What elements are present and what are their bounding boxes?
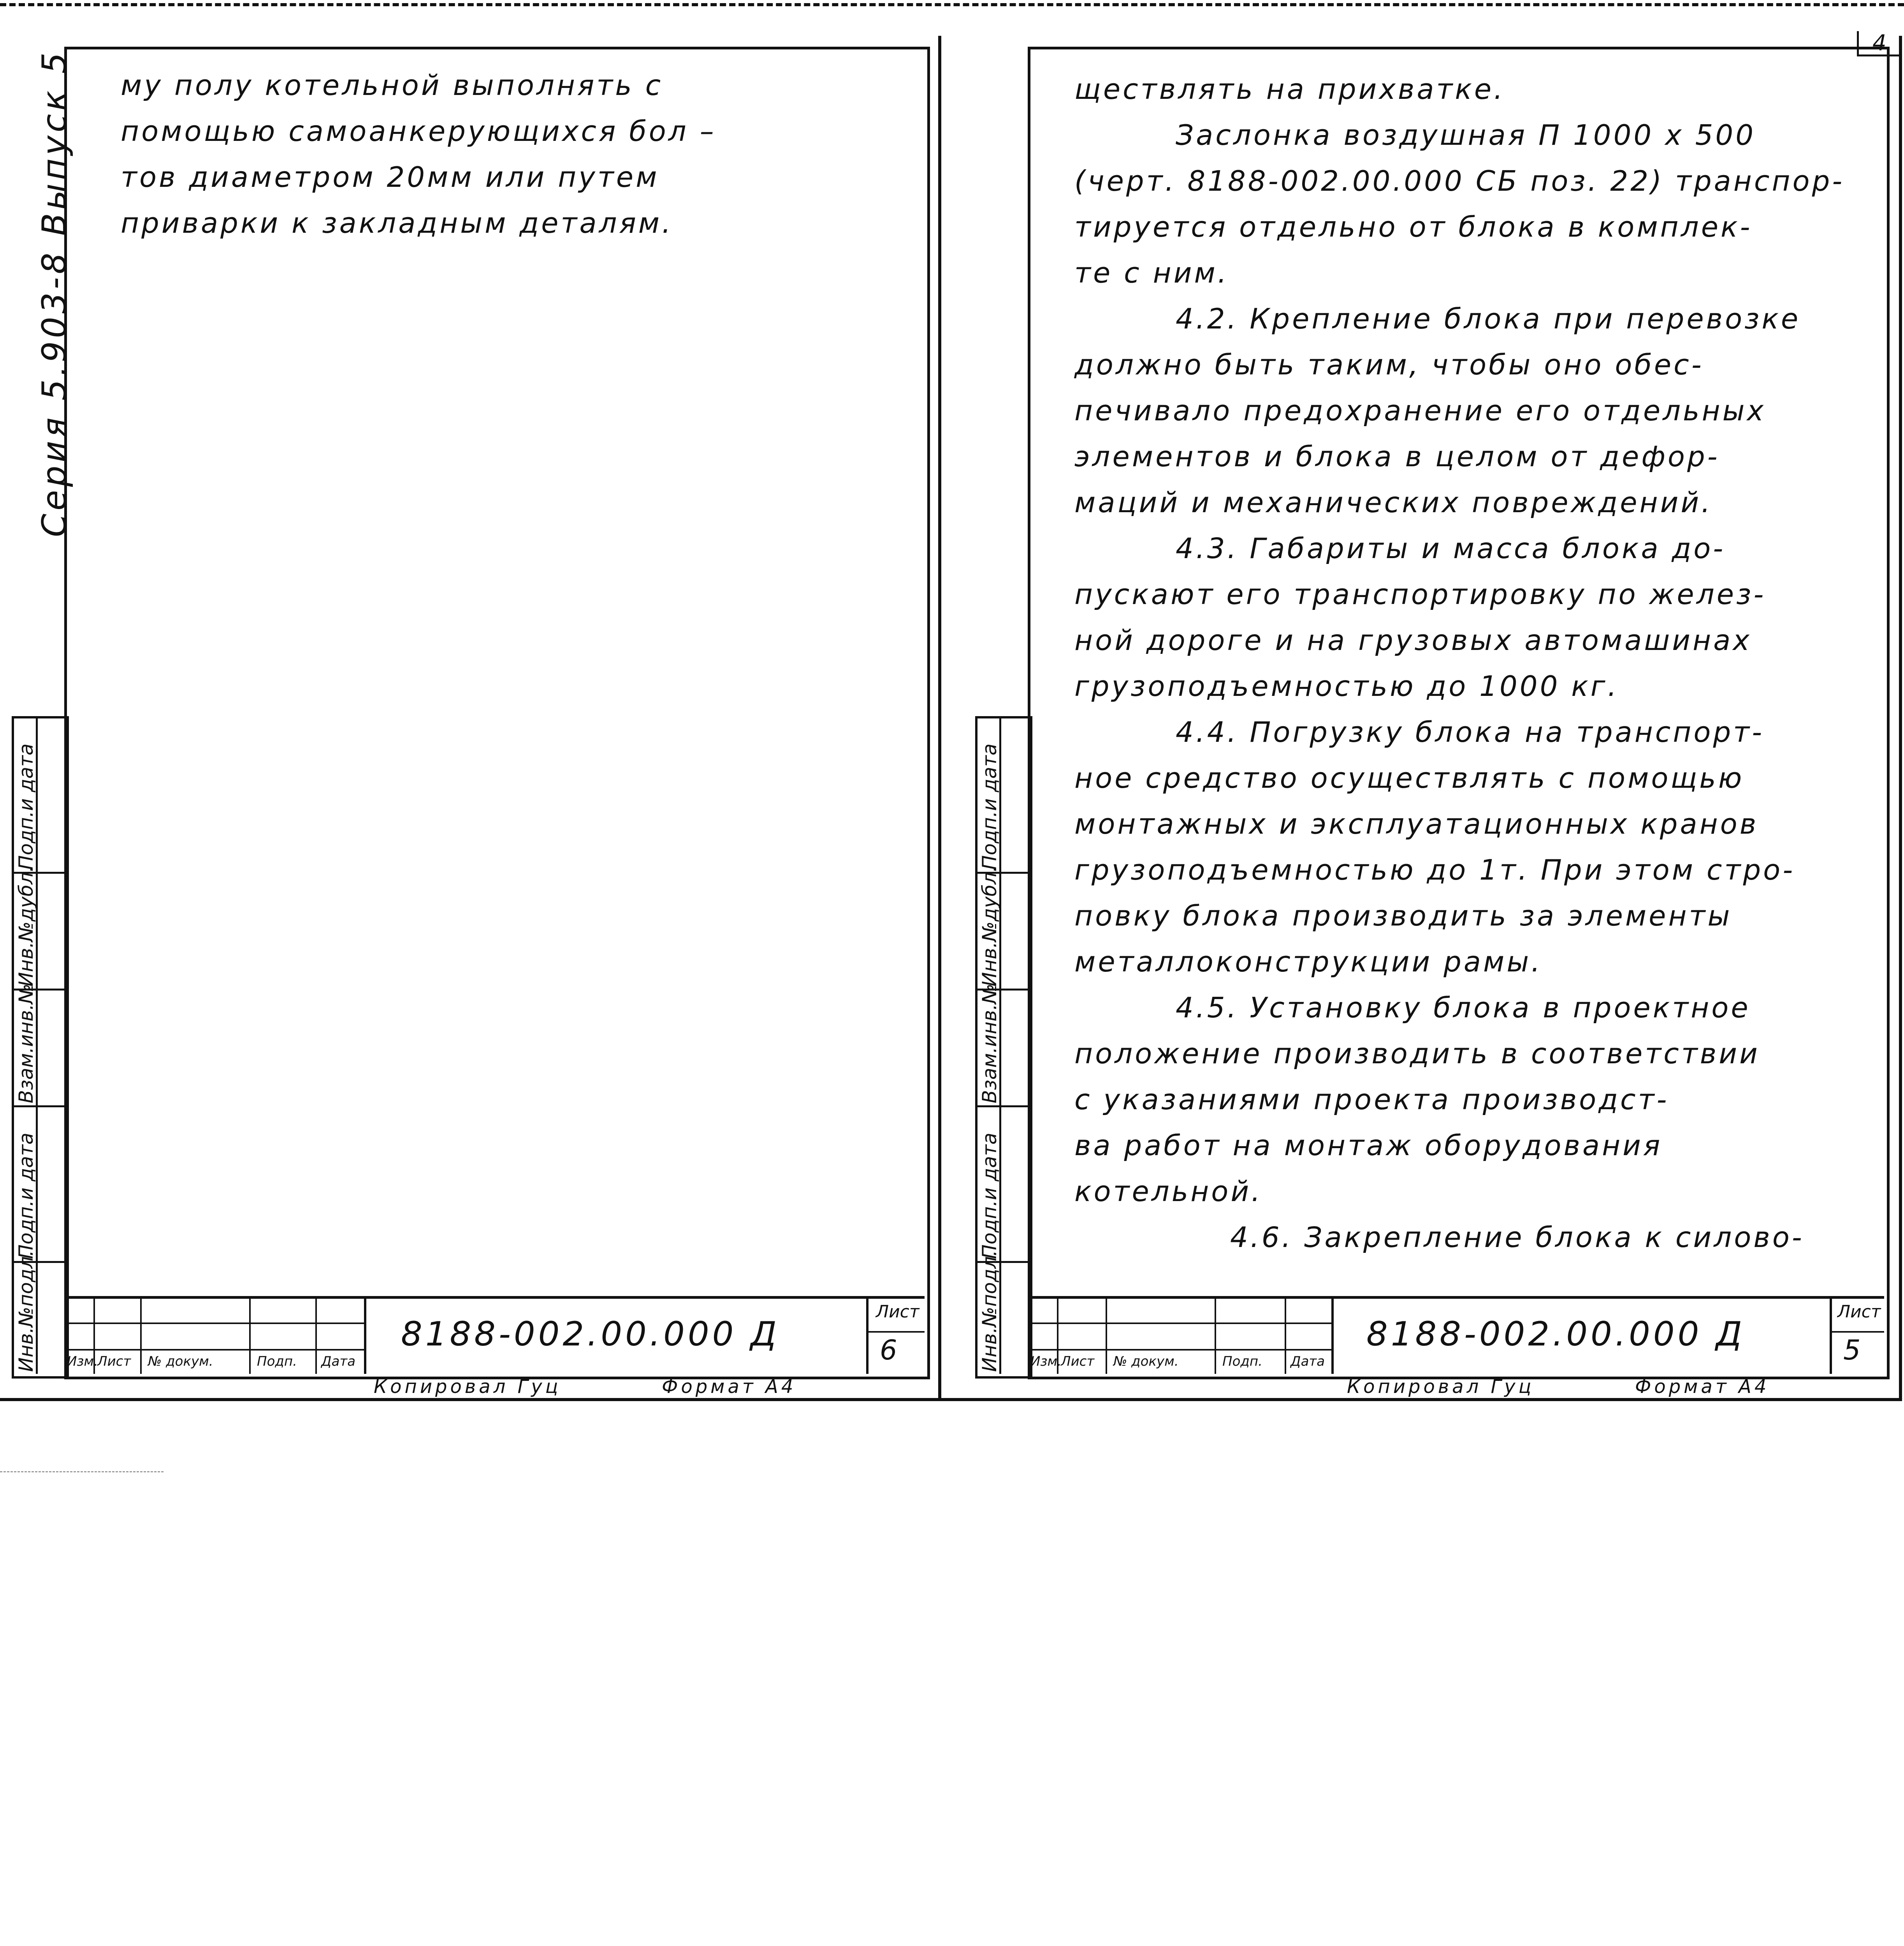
right-binding-label-2: Подп.и дата: [978, 1133, 1001, 1259]
right-stamp-list: Лист: [1061, 1354, 1095, 1369]
right-binding-label-1: Инв.№подл.: [978, 1250, 1001, 1372]
right-stamp-dokum: № докум.: [1113, 1354, 1179, 1369]
right-line-21: 4.5. Установку блока в проектное: [1176, 991, 1751, 1024]
left-stamp-podp: Подп.: [257, 1354, 297, 1369]
right-line-2: Заслонка воздушная П 1000 х 500: [1176, 119, 1756, 151]
right-sheet-number: 5: [1843, 1334, 1863, 1366]
right-sheet-body: [1074, 66, 1876, 1260]
left-binding-label-2: Подп.и дата: [15, 1133, 37, 1259]
right-stamp-sheet-divider: [1830, 1331, 1884, 1333]
left-binding-label-4: Инв.№дубл.: [15, 866, 37, 987]
top-edge-line: [0, 3, 1904, 6]
left-stamp-col-4: [315, 1296, 317, 1374]
right-format-label: Формат А4: [1635, 1376, 1770, 1398]
left-doc-number: 8188-002.00.000 Д: [401, 1315, 780, 1354]
right-stamp-col-4: [1285, 1296, 1286, 1374]
left-stamp-col-2: [140, 1296, 142, 1374]
left-stamp-sheet-divider: [866, 1331, 925, 1333]
left-line-4: приварки к закладным деталям.: [121, 207, 673, 239]
right-line-17: монтажных и эксплуатационных кранов: [1074, 808, 1759, 840]
right-stamp-izm: Изм.: [1030, 1354, 1062, 1369]
left-stamp-row-1: [64, 1323, 364, 1324]
right-binding-label-4: Инв.№дубл.: [978, 866, 1001, 987]
right-stamp-col-2: [1106, 1296, 1107, 1374]
right-line-7: должно быть таким, чтобы оно обес-: [1074, 348, 1704, 381]
right-line-9: элементов и блока в целом от дефор-: [1074, 440, 1720, 473]
right-sheet-label: Лист: [1837, 1302, 1881, 1322]
left-binding-label-5: Подп.и дата: [15, 743, 37, 870]
left-stamp-col-3: [249, 1296, 251, 1374]
series-label: Серия 5.903-8 Выпуск 5: [35, 49, 74, 537]
right-line-19: повку блока производить за элементы: [1074, 899, 1732, 932]
right-stamp-data: Дата: [1290, 1354, 1325, 1369]
right-line-8: печивало предохранение его отдельных: [1074, 394, 1766, 427]
right-line-20: металлоконструкции рамы.: [1074, 945, 1543, 978]
left-sheet-label: Лист: [876, 1302, 919, 1322]
left-binding-label-1: Инв.№подл.: [15, 1250, 37, 1372]
left-stamp-col-5: [364, 1296, 366, 1374]
right-line-6: 4.2. Крепление блока при перевозке: [1176, 302, 1801, 335]
left-format-label: Формат А4: [662, 1376, 796, 1398]
right-line-22: положение производить в соответствии: [1074, 1037, 1760, 1070]
right-line-13: ной дороге и на грузовых автомашинах: [1074, 624, 1752, 657]
left-stamp-list: Лист: [97, 1354, 131, 1369]
right-line-4: тируется отдельно от блока в комплек-: [1074, 211, 1753, 243]
left-binding-label-3: Взам.инв.№: [15, 984, 37, 1103]
left-stamp-data: Дата: [321, 1354, 356, 1369]
left-copied-label: Копировал Гуц: [374, 1376, 561, 1398]
right-line-16: ное средство осуществлять с помощью: [1074, 762, 1744, 794]
right-binding-label-5: Подп.и дата: [978, 743, 1001, 870]
right-line-12: пускают его транспортировку по желез-: [1074, 578, 1766, 611]
right-line-18: грузоподъемностью до 1т. При этом стро-: [1074, 854, 1795, 886]
right-copied-label: Копировал Гуц: [1347, 1376, 1535, 1398]
left-line-3: тов диаметром 20мм или путем: [121, 161, 659, 193]
right-line-26: 4.6. Закрепление блока к силово-: [1230, 1221, 1804, 1254]
left-sheet-body: [121, 62, 899, 246]
left-stamp-row-2: [64, 1349, 364, 1351]
right-line-1: ществлять на прихватке.: [1074, 73, 1505, 105]
right-line-3: (черт. 8188-002.00.000 СБ поз. 22) транспор-: [1074, 165, 1845, 197]
right-stamp-col-6: [1830, 1296, 1832, 1374]
right-line-15: 4.4. Погрузку блока на транспорт-: [1176, 716, 1765, 748]
scan-dash-left: [0, 1471, 164, 1472]
right-line-23: с указаниями проекта производст-: [1074, 1083, 1669, 1116]
right-line-24: ва работ на монтаж оборудования: [1074, 1129, 1663, 1162]
left-line-1: му полу котельной выполнять с: [121, 69, 663, 102]
right-stamp-col-5: [1331, 1296, 1334, 1374]
left-line-2: помощью самоанкерующихся бол –: [121, 115, 716, 148]
right-line-10: маций и механических повреждений.: [1074, 486, 1713, 519]
right-line-5: те с ним.: [1074, 256, 1229, 289]
right-line-14: грузоподъемностью до 1000 кг.: [1074, 670, 1619, 703]
right-doc-number: 8188-002.00.000 Д: [1366, 1315, 1745, 1354]
right-stamp-col-3: [1215, 1296, 1216, 1374]
corner-sheet-number: 4: [1872, 30, 1889, 56]
right-stamp-podp: Подп.: [1222, 1354, 1262, 1369]
left-stamp-izm: Изм.: [67, 1354, 98, 1369]
right-line-11: 4.3. Габариты и масса блока до-: [1176, 532, 1726, 565]
right-binding-row-3: [975, 1105, 1028, 1107]
left-sheet-number: 6: [880, 1334, 900, 1366]
left-stamp-col-6: [866, 1296, 868, 1374]
right-line-25: котельной.: [1074, 1175, 1263, 1208]
right-binding-label-3: Взам.инв.№: [978, 984, 1001, 1103]
left-stamp-dokum: № докум.: [148, 1354, 213, 1369]
left-sheet-inner-frame: [64, 47, 930, 1379]
left-binding-row-3: [12, 1105, 64, 1107]
